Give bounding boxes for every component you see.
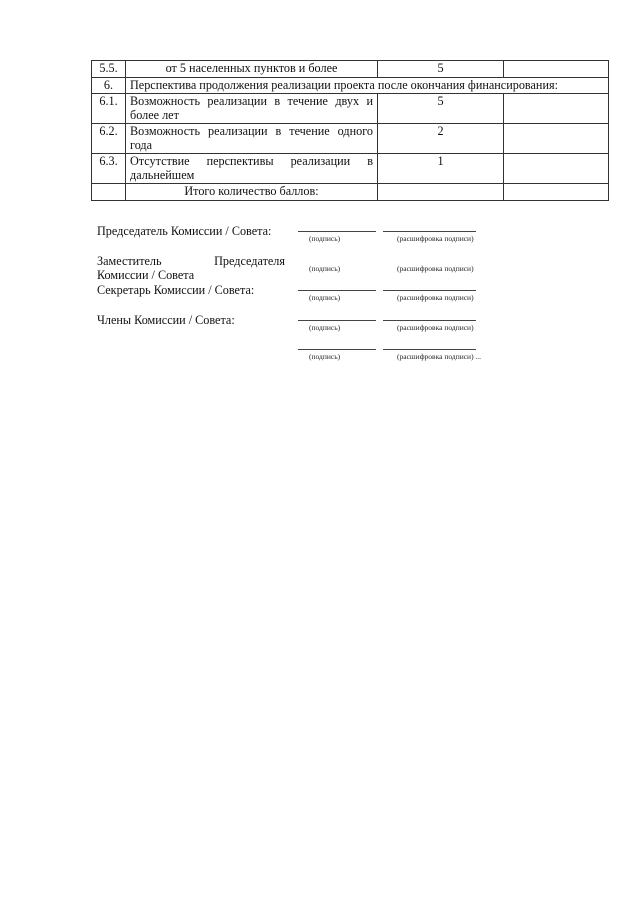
score-cell: 5 <box>378 94 504 124</box>
member1-signature-caption: (подпись) <box>309 323 341 332</box>
criterion-cell: Возможность реализации в течение одного года <box>126 124 378 154</box>
table-row <box>92 154 609 184</box>
table-row <box>92 184 609 201</box>
score-cell: 5 <box>378 61 504 78</box>
member1-decode-caption: (расшифровка подписи) <box>397 323 474 332</box>
member2-decode-caption: (расшифровка подписи) ... <box>397 352 482 361</box>
assessment-cell <box>504 184 609 201</box>
assessment-cell <box>504 154 609 184</box>
section-heading-cell: Перспектива продолжения реализации проекта после окончания финансирования: <box>126 77 609 94</box>
secretary-decode-line <box>383 290 476 291</box>
member2-decode-line <box>383 349 476 350</box>
deputy-label-word1: Заместитель <box>97 254 162 268</box>
secretary-signature-line <box>298 290 376 291</box>
row-number-cell: 5.5. <box>92 61 126 78</box>
deputy-label-word2: Председателя <box>214 254 285 268</box>
table-body <box>92 61 609 201</box>
deputy-decode-caption: (расшифровка подписи) <box>397 264 474 273</box>
table-row <box>92 77 609 94</box>
row-number-cell: 6.3. <box>92 154 126 184</box>
score-cell <box>378 184 504 201</box>
assessment-cell <box>504 61 609 78</box>
criterion-cell: Отсутствие перспективы реализации в дальнейшем <box>126 154 378 184</box>
chairman-label: Председатель Комиссии / Совета: <box>97 224 272 238</box>
deputy-signature-caption: (подпись) <box>309 264 341 273</box>
member2-signature-line <box>298 349 376 350</box>
table-row <box>92 61 609 78</box>
member2-signature-caption: (подпись) <box>309 352 341 361</box>
row-number-cell: 6. <box>92 77 126 94</box>
chairman-decode-caption: (расшифровка подписи) <box>397 234 474 243</box>
table-row <box>92 94 609 124</box>
chairman-signature-line <box>298 231 376 232</box>
table-row <box>92 124 609 154</box>
row-number-cell: 6.2. <box>92 124 126 154</box>
chairman-decode-line <box>383 231 476 232</box>
criterion-cell: Возможность реализации в течение двух и более лет <box>126 94 378 124</box>
chairman-signature-caption: (подпись) <box>309 234 341 243</box>
assessment-cell <box>504 94 609 124</box>
row-number-cell <box>92 184 126 201</box>
secretary-decode-caption: (расшифровка подписи) <box>397 293 474 302</box>
member1-signature-line <box>298 320 376 321</box>
assessment-cell <box>504 124 609 154</box>
row-number-cell: 6.1. <box>92 94 126 124</box>
deputy-label-line1 <box>97 254 285 268</box>
secretary-signature-caption: (подпись) <box>309 293 341 302</box>
score-cell: 2 <box>378 124 504 154</box>
criterion-cell: от 5 населенных пунктов и более <box>126 61 378 78</box>
members-label: Члены Комиссии / Совета: <box>97 313 235 327</box>
criterion-cell: Итого количество баллов: <box>126 184 378 201</box>
criteria-score-table <box>91 60 609 201</box>
deputy-label-line2: Комиссии / Совета <box>97 268 195 282</box>
secretary-label: Секретарь Комиссии / Совета: <box>97 283 255 297</box>
member1-decode-line <box>383 320 476 321</box>
score-cell: 1 <box>378 154 504 184</box>
